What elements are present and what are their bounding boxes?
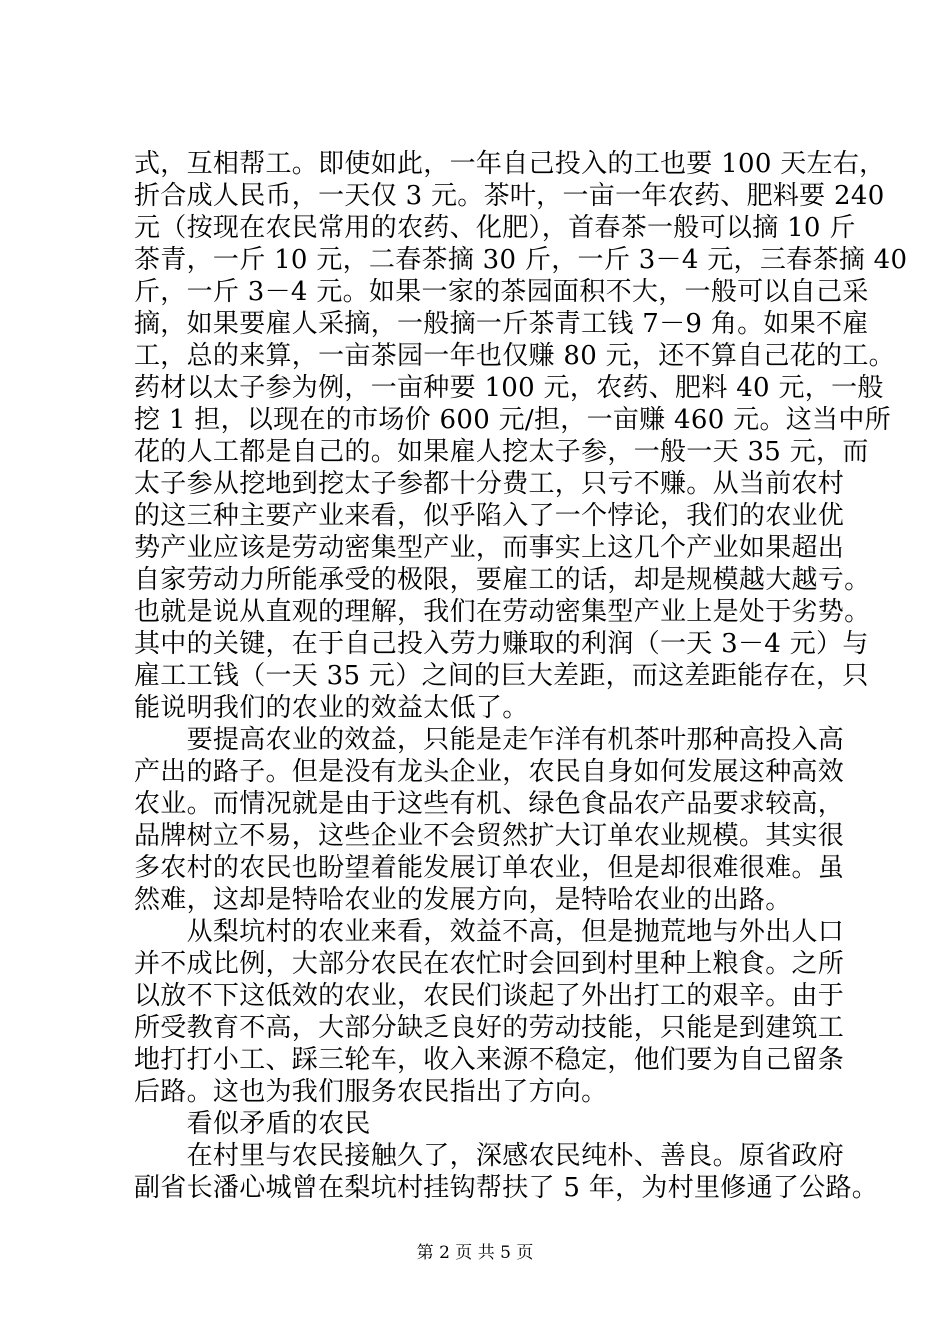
text-line: 并不成比例，大部分农民在农忙时会回到村里种上粮食。之所 bbox=[134, 949, 845, 979]
text-line: 所受教育不高，大部分缺乏良好的劳动技能，只能是到建筑工 bbox=[134, 1013, 845, 1043]
section-heading: 看似矛盾的农民 bbox=[134, 1109, 371, 1139]
text-line: 能说明我们的农业的效益太低了。 bbox=[134, 693, 529, 723]
text-line: 花的人工都是自己的。如果雇人挖太子参，一般一天 35 元，而 bbox=[134, 437, 869, 467]
text-line: 工，总的来算，一亩茶园一年也仅赚 80 元，还不算自己花的工。 bbox=[134, 341, 895, 371]
text-line: 产出的路子。但是没有龙头企业，农民自身如何发展这种高效 bbox=[134, 757, 845, 787]
text-line: 雇工工钱（一天 35 元）之间的巨大差距，而这差距能存在，只 bbox=[134, 661, 869, 691]
text-line: 的这三种主要产业来看，似乎陷入了一个悖论，我们的农业优 bbox=[134, 501, 845, 531]
text-line: 茶青，一斤 10 元，二春茶摘 30 斤，一斤 3－4 元，三春茶摘 40 bbox=[134, 245, 908, 275]
text-line: 式，互相帮工。即使如此，一年自己投入的工也要 100 天左右， bbox=[134, 149, 886, 179]
text-line: 折合成人民币，一天仅 3 元。茶叶，一亩一年农药、肥料要 240 bbox=[134, 181, 885, 211]
text-line: 势产业应该是劳动密集型产业，而事实上这几个产业如果超出 bbox=[134, 533, 845, 563]
text-line: 副省长潘心城曾在梨坑村挂钩帮扶了 5 年，为村里修通了公路。 bbox=[134, 1173, 879, 1203]
text-line: 以放不下这低效的农业，农民们谈起了外出打工的艰辛。由于 bbox=[134, 981, 845, 1011]
text-line: 从梨坑村的农业来看，效益不高，但是抛荒地与外出人口 bbox=[134, 917, 845, 947]
text-line: 农业。而情况就是由于这些有机、绿色食品农产品要求较高， bbox=[134, 789, 845, 819]
text-line: 然难，这却是特哈农业的发展方向，是特哈农业的出路。 bbox=[134, 885, 792, 915]
text-line: 元（按现在农民常用的农药、化肥），首春茶一般可以摘 10 斤 bbox=[134, 213, 856, 243]
text-line: 自家劳动力所能承受的极限，要雇工的话，却是规模越大越亏。 bbox=[134, 565, 871, 595]
text-line: 品牌树立不易，这些企业不会贸然扩大订单农业规模。其实很 bbox=[134, 821, 845, 851]
text-line: 地打打小工、踩三轮车，收入来源不稳定，他们要为自己留条 bbox=[134, 1045, 845, 1075]
text-line: 在村里与农民接触久了，深感农民纯朴、善良。原省政府 bbox=[134, 1141, 845, 1171]
text-line: 挖 1 担，以现在的市场价 600 元/担，一亩赚 460 元。这当中所 bbox=[134, 405, 891, 435]
text-line: 太子参从挖地到挖太子参都十分费工，只亏不赚。从当前农村 bbox=[134, 469, 845, 499]
text-line: 多农村的农民也盼望着能发展订单农业，但是却很难很难。虽 bbox=[134, 853, 845, 883]
text-line: 也就是说从直观的理解，我们在劳动密集型产业上是处于劣势。 bbox=[134, 597, 871, 627]
document-body bbox=[134, 148, 908, 1204]
text-line: 斤，一斤 3－4 元。如果一家的茶园面积不大，一般可以自己采 bbox=[134, 277, 869, 307]
text-line: 摘，如果要雇人采摘，一般摘一斤茶青工钱 7－9 角。如果不雇 bbox=[134, 309, 869, 339]
text-line: 后路。这也为我们服务农民指出了方向。 bbox=[134, 1077, 608, 1107]
text-line: 其中的关键，在于自己投入劳力赚取的利润（一天 3－4 元）与 bbox=[134, 629, 869, 659]
page-number-footer: 第 2 页 共 5 页 bbox=[416, 1243, 534, 1263]
text-line: 要提高农业的效益，只能是走乍洋有机茶叶那种高投入高 bbox=[134, 725, 845, 755]
text-line: 药材以太子参为例，一亩种要 100 元，农药、肥料 40 元，一般 bbox=[134, 373, 884, 403]
